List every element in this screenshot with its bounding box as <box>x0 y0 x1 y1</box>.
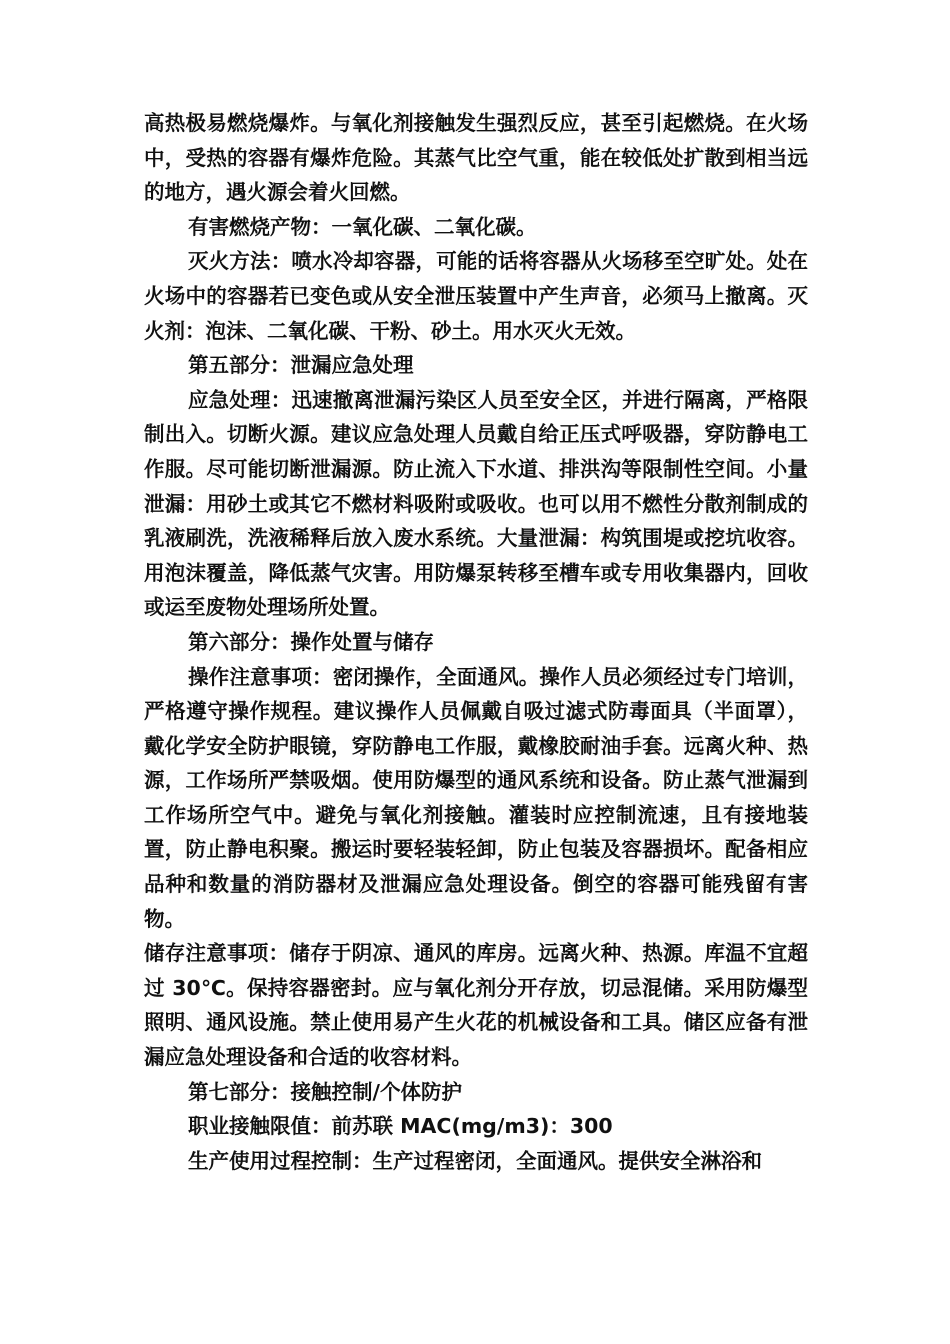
section-heading-part-7: 第七部分：接触控制/个体防护 <box>188 1079 462 1104</box>
paragraph-process-control: 生产使用过程控制：生产过程密闭，全面通风。提供安全淋浴和 <box>188 1148 762 1173</box>
paragraph-emergency-response: 应急处理：迅速撤离泄漏污染区人员至安全区，并进行隔离，严格限制出入。切断火源。建议应急处理人员戴自给正压式呼吸器，穿防静电工作服。尽可能切断泄漏源。防止流入下水道、排洪沟等限制性空间。小量泄漏：用砂土或其它不燃材料吸附或吸收。也可以用不燃性分散剂制成的乳液刷洗，洗液稀释后放入废水系统。大量泄漏：构筑围堤或挖坑收容。用泡沫覆盖，降低蒸气灾害。用防爆泵转移至槽车或专用收集器内，回收或运至废物处理场所处置。 <box>144 387 808 620</box>
paragraph-storage-precautions: 储存注意事项：储存于阴凉、通风的库房。远离火种、热源。库温不宜超过 30℃。保持容器密封。应与氧化剂分开存放，切忌混储。采用防爆型照明、通风设施。禁止使用易产生火花的机械设备和工具。储区应备有泄漏应急处理设备和合适的收容材料。 <box>144 941 808 1070</box>
paragraph-extinguishing-method: 灭火方法：喷水冷却容器，可能的话将容器从火场移至空旷处。处在火场中的容器若已变色或从安全泄压装置中产生声音，必须马上撤离。灭火剂：泡沫、二氧化碳、干粉、砂土。用水灭火无效。 <box>144 249 808 343</box>
section-heading-part-6: 第六部分：操作处置与储存 <box>188 629 434 654</box>
paragraph-fire-hazard: 高热极易燃烧爆炸。与氧化剂接触发生强烈反应，甚至引起燃烧。在火场中，受热的容器有爆炸危险。其蒸气比空气重，能在较低处扩散到相当远的地方，遇火源会着火回燃。 <box>144 111 808 205</box>
section-heading-part-5: 第五部分：泄漏应急处理 <box>188 353 414 378</box>
paragraph-combustion-products: 有害燃烧产物：一氧化碳、二氧化碳。 <box>188 214 537 239</box>
paragraph-handling-precautions: 操作注意事项：密闭操作，全面通风。操作人员必须经过专门培训，严格遵守操作规程。建议操作人员佩戴自吸过滤式防毒面具（半面罩），戴化学安全防护眼镜，穿防静电工作服，戴橡胶耐油手套。远离火种、热源，工作场所严禁吸烟。使用防爆型的通风系统和设备。防止蒸气泄漏到工作场所空气中。避免与氧化剂接触。灌装时应控制流速，且有接地装置，防止静电积聚。搬运时要轻装轻卸，防止包装及容器损坏。配备相应品种和数量的消防器材及泄漏应急处理设备。倒空的容器可能残留有害物。 <box>144 664 808 931</box>
paragraph-exposure-limit: 职业接触限值：前苏联 MAC(mg/m3)：300 <box>188 1114 613 1139</box>
document-body <box>144 106 808 1178</box>
